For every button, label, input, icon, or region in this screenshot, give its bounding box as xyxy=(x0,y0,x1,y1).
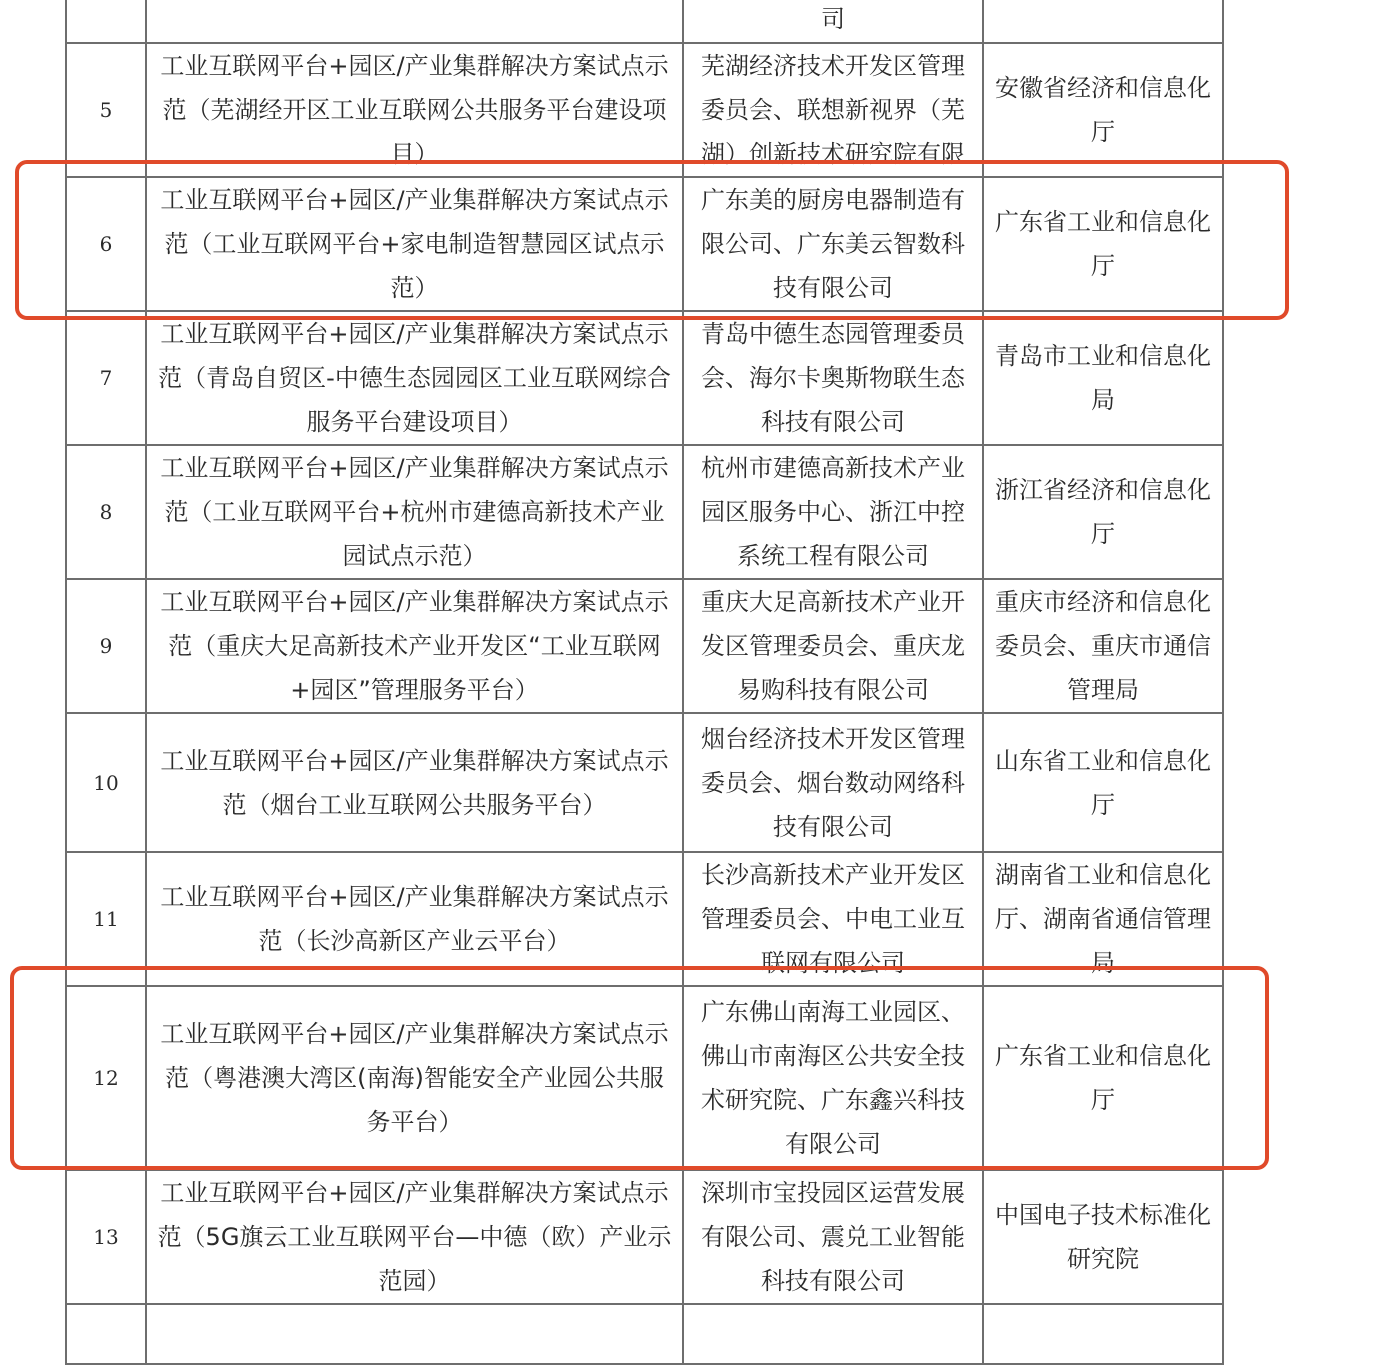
dept-cell xyxy=(983,177,1223,311)
project-cell xyxy=(146,177,683,311)
units-text: 青岛中德生态园管理委员会、海尔卡奥斯物联生态科技有限公司 xyxy=(701,320,965,436)
units-cell xyxy=(683,852,983,986)
project-cell xyxy=(146,311,683,445)
table-row xyxy=(66,579,1223,713)
table-row xyxy=(66,445,1223,579)
dept-cell xyxy=(983,852,1223,986)
units-cell xyxy=(683,713,983,852)
row-number-text: 5 xyxy=(99,98,113,122)
dept-cell xyxy=(983,311,1223,445)
table-row xyxy=(66,177,1223,311)
row-number xyxy=(66,445,146,579)
project-text: 工业互联网平台+园区/产业集群解决方案试点示范（工业互联网平台+杭州市建德高新技术产业园试点示范） xyxy=(160,454,669,570)
dept-cell xyxy=(983,986,1223,1170)
row-number xyxy=(66,177,146,311)
row-number-text: 10 xyxy=(93,770,119,795)
units-cell xyxy=(683,311,983,445)
row-number-text: 12 xyxy=(93,1066,119,1090)
project-cell xyxy=(146,1304,683,1364)
units-cell xyxy=(683,1304,983,1364)
units-text: 杭州市建德高新技术产业园区服务中心、浙江中控系统工程有限公司 xyxy=(701,454,965,570)
project-text: 工业互联网平台+园区/产业集群解决方案试点示范（烟台工业互联网公共服务平台） xyxy=(160,746,669,819)
units-text: 重庆大足高新技术产业开发区管理委员会、重庆龙易购科技有限公司 xyxy=(701,588,965,704)
dept-text: 广东省工业和信息化厅 xyxy=(995,208,1211,280)
project-text: 工业互联网平台+园区/产业集群解决方案试点示范（工业互联网平台+家电制造智慧园区试点示范） xyxy=(160,186,669,302)
dept-text: 安徽省经济和信息化厅 xyxy=(995,74,1211,146)
row-number-text: 13 xyxy=(93,1225,119,1249)
project-cell xyxy=(146,43,683,177)
project-cell xyxy=(146,579,683,713)
row-number-text: 9 xyxy=(99,634,113,658)
dept-text: 广东省工业和信息化厅 xyxy=(995,1042,1211,1114)
project-cell xyxy=(146,0,683,43)
table-row xyxy=(66,43,1223,177)
row-number-text: 7 xyxy=(99,366,113,390)
table-row xyxy=(66,713,1223,852)
units-cell xyxy=(683,579,983,713)
units-text: 深圳市宝投园区运营发展有限公司、震兑工业智能科技有限公司 xyxy=(701,1179,965,1295)
units-cell xyxy=(683,986,983,1170)
units-cell xyxy=(683,1170,983,1304)
row-number xyxy=(66,986,146,1170)
project-cell xyxy=(146,986,683,1170)
units-cell xyxy=(683,0,983,43)
project-text: 工业互联网平台+园区/产业集群解决方案试点示范（重庆大足高新技术产业开发区“工业互联网+园区”管理服务平台） xyxy=(160,588,669,704)
dept-cell xyxy=(983,445,1223,579)
table-row xyxy=(66,311,1223,445)
table-row xyxy=(66,0,1223,43)
table-row xyxy=(66,1304,1223,1364)
project-table xyxy=(65,0,1224,1365)
units-text: 广东佛山南海工业园区、佛山市南海区公共安全技术研究院、广东鑫兴科技有限公司 xyxy=(701,998,965,1158)
project-text: 工业互联网平台+园区/产业集群解决方案试点示范（5G旗云工业互联网平台—中德（欧）产业示范园） xyxy=(157,1179,672,1295)
dept-cell xyxy=(983,43,1223,177)
units-cell xyxy=(683,445,983,579)
row-number xyxy=(66,1170,146,1304)
row-number xyxy=(66,579,146,713)
dept-text: 湖南省工业和信息化厅、湖南省通信管理局 xyxy=(995,861,1211,977)
units-text: 烟台经济技术开发区管理委员会、烟台数动网络科技有限公司 xyxy=(701,724,965,841)
row-number xyxy=(66,0,146,43)
dept-cell xyxy=(983,579,1223,713)
project-cell xyxy=(146,1170,683,1304)
dept-cell xyxy=(983,713,1223,852)
row-number-text: 11 xyxy=(93,907,119,931)
table-row xyxy=(66,986,1223,1170)
dept-cell xyxy=(983,1304,1223,1364)
row-number-text: 6 xyxy=(99,232,113,256)
project-text: 工业互联网平台+园区/产业集群解决方案试点示范（粤港澳大湾区(南海)智能安全产业园公共服务平台） xyxy=(160,1020,669,1136)
row-number xyxy=(66,311,146,445)
project-text: 工业互联网平台+园区/产业集群解决方案试点示范（长沙高新区产业云平台） xyxy=(160,883,669,955)
dept-text: 重庆市经济和信息化委员会、重庆市通信管理局 xyxy=(995,588,1211,704)
table-row xyxy=(66,852,1223,986)
dept-text: 浙江省经济和信息化厅 xyxy=(995,476,1211,548)
units-text: 广东美的厨房电器制造有限公司、广东美云智数科技有限公司 xyxy=(701,186,965,302)
row-number xyxy=(66,43,146,177)
units-text: 司 xyxy=(821,5,845,33)
dept-cell xyxy=(983,1170,1223,1304)
units-text: 长沙高新技术产业开发区管理委员会、中电工业互联网有限公司 xyxy=(701,861,965,977)
table-row xyxy=(66,1170,1223,1304)
dept-text: 青岛市工业和信息化局 xyxy=(995,342,1211,414)
project-cell xyxy=(146,852,683,986)
row-number xyxy=(66,1304,146,1364)
row-number-text: 8 xyxy=(99,500,113,524)
units-cell xyxy=(683,43,983,177)
row-number xyxy=(66,852,146,986)
dept-text: 中国电子技术标准化研究院 xyxy=(995,1201,1211,1273)
dept-text: 山东省工业和信息化厅 xyxy=(995,746,1211,819)
dept-cell xyxy=(983,0,1223,43)
row-number xyxy=(66,713,146,852)
units-cell xyxy=(683,177,983,311)
project-cell xyxy=(146,713,683,852)
project-text: 工业互联网平台+园区/产业集群解决方案试点示范（青岛自贸区-中德生态园园区工业互联网综合服务平台建设项目） xyxy=(158,320,671,436)
project-text: 工业互联网平台+园区/产业集群解决方案试点示范（芜湖经开区工业互联网公共服务平台建设项目） xyxy=(160,52,669,168)
units-text: 芜湖经济技术开发区管理委员会、联想新视界（芜湖）创新技术研究院有限 xyxy=(701,52,965,168)
project-cell xyxy=(146,445,683,579)
